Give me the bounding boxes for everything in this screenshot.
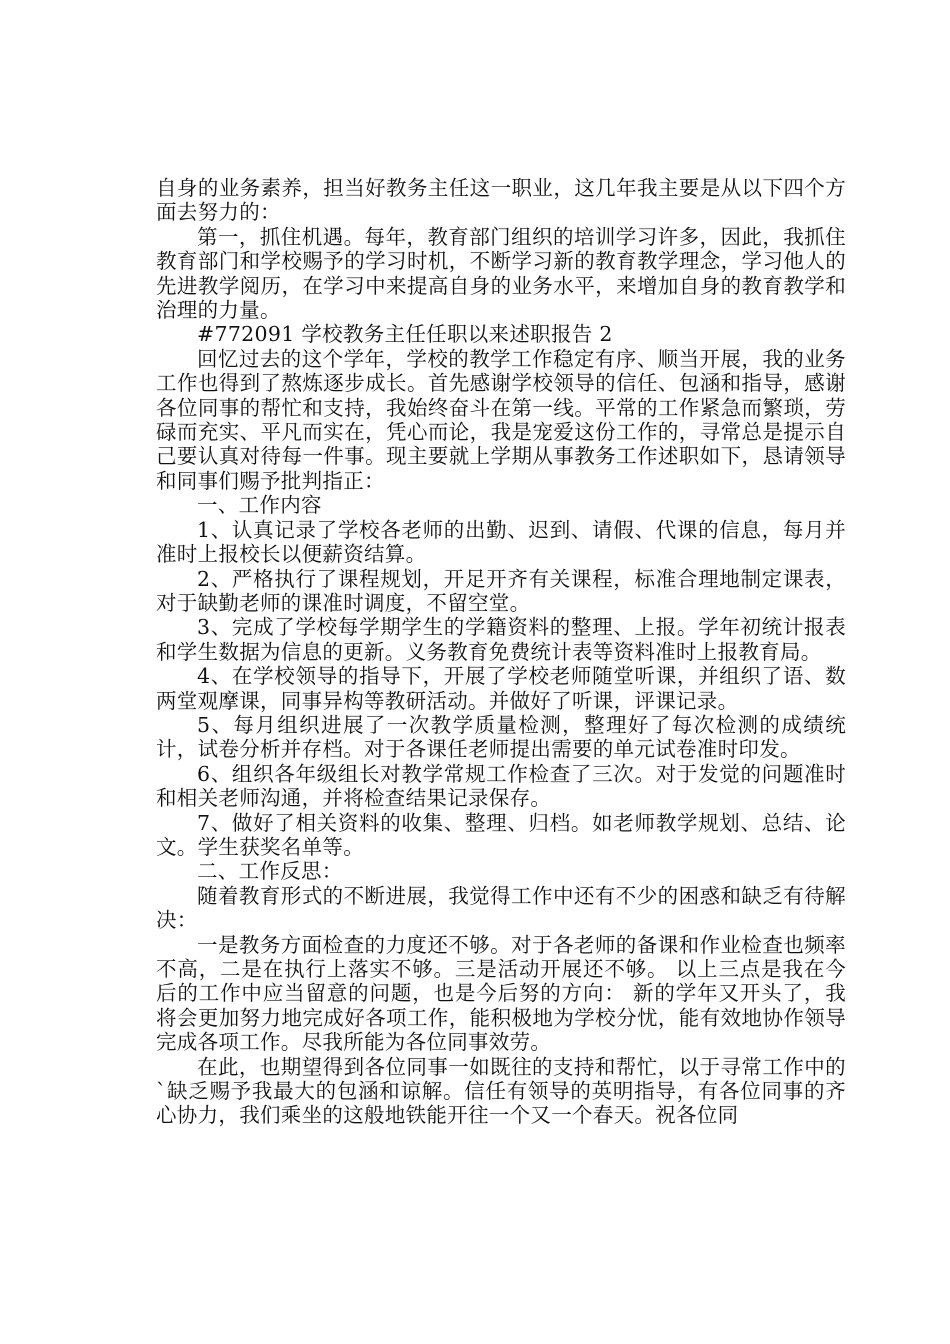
list-item-5: 5、每月组织进展了一次教学质量检测，整理好了每次检测的成绩统计，试卷分析并存档。对于各课任老师提出需要的单元试卷准时印发。 [156,712,846,762]
paragraph-reflection-points: 一是教务方面检查的力度还不够。对于各老师的备课和作业检查也频率不高，二是在执行上落实不够。三是活动开展还不够。 以上三点是我在今后的工作中应当留意的问题，也是今后努的方向： 新的学年又开头了，我将会更加努力地完成好各项工作，能积极地为学校分忧，能有效地协作领导完成各项工作。尽我所能为各位同事效劳。 [156,932,846,1055]
paragraph-intro: 自身的业务素养，担当好教务主任这一职业，这几年我主要是从以下四个方面去努力的： [156,176,846,225]
report-title: #772091 学校教务主任任职以来述职报告 2 [197,322,613,347]
section-heading-work-content: 一、工作内容 [197,493,322,518]
list-item-4: 4、在学校领导的指导下，开展了学校老师随堂听课，并组织了语、数两堂观摩课，同事异构等教研活动。并做好了听课，评课记录。 [156,664,846,713]
list-item-3: 3、完成了学校每学期学生的学籍资料的整理、上报。学年初统计报表和学生数据为信息的更新。义务教育免费统计表等资料准时上报教育局。 [156,615,846,664]
list-item-7: 7、做好了相关资料的收集、整理、归档。如老师教学规划、总结、论文。学生获奖名单等。 [156,810,846,859]
paragraph-first-point: 第一，抓住机遇。每年，教育部门组织的培训学习许多，因此，我抓住教育部门和学校赐予的学习时机，不断学习新的教育教学理念，学习他人的先进教学阅历，在学习中来提高自身的业务水平，来增加自身的教育教学和治理的力量。 [156,224,846,323]
paragraph-reflection-intro: 随着教育形式的不断进展，我觉得工作中还有不少的困惑和缺乏有待解决： [156,883,846,933]
list-item-1: 1、认真记录了学校各老师的出勤、迟到、请假、代课的信息，每月并准时上报校长以便薪资结算。 [156,517,846,567]
list-item-6: 6、组织各年级组长对教学常规工作检查了三次。对于发觉的问题准时和相关老师沟通，并将检查结果记录保存。 [156,761,846,811]
paragraph-recall: 回忆过去的这个学年，学校的教学工作稳定有序、顺当开展，我的业务工作也得到了熬炼逐步成长。首先感谢学校领导的信任、包涵和指导，感谢各位同事的帮忙和支持，我始终奋斗在第一线。平常的工作紧急而繁琐，劳碌而充实、平凡而实在，凭心而论，我是宠爱这份工作的，寻常总是提示自己要认真对待每一件事。现主要就上学期从事教务工作述职如下，恳请领导和同事们赐予批判指正： [156,346,846,493]
section-heading-reflection: 二、工作反思： [197,859,343,884]
paragraph-closing: 在此，也期望得到各位同事一如既往的支持和帮忙，以于寻常工作中的`缺乏赐予我最大的包涵和谅解。信任有领导的英明指导，有各位同事的齐心协力，我们乘坐的这般地铁能开往一个又一个春天。祝各位同 [156,1054,846,1128]
list-item-2: 2、严格执行了课程规划，开足开齐有关课程，标准合理地制定课表，对于缺勤老师的课准时调度，不留空堂。 [156,566,846,615]
document-body [156,176,846,1128]
